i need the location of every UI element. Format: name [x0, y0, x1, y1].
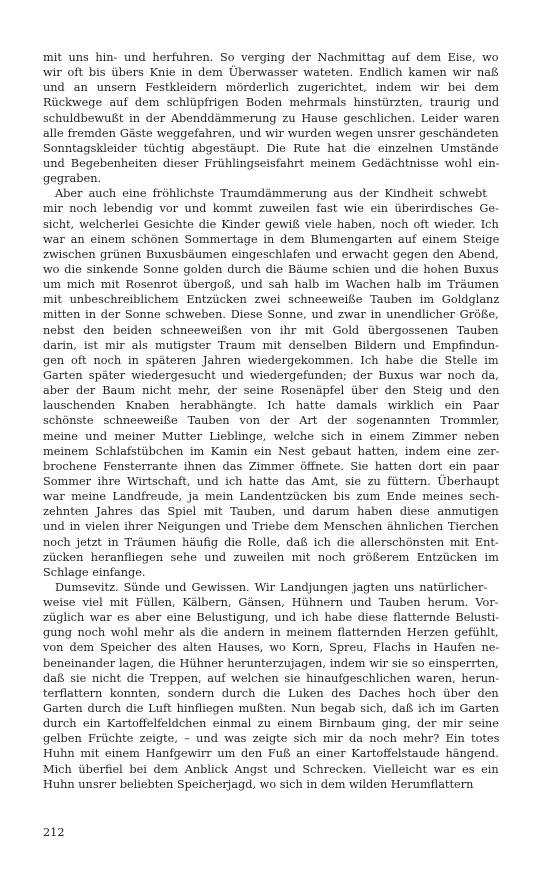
text-line: mitten in der Sonne schweben. Diese Sonne, und zwar in unendlicher Größe, — [43, 308, 499, 322]
text-line: darin, ist mir als mutigster Traum mit denselben Bildern und Empfindun- — [43, 338, 499, 352]
text-line: terflattern konnten, sondern durch die Luken des Daches hoch über den — [43, 686, 499, 700]
text-line: mir noch lebendig vor und kommt zuweilen fast wie ein überirdisches Ge- — [43, 202, 499, 216]
text-line: und in vielen ihrer Neigungen und Triebe dem Menschen ähnlichen Tierchen — [43, 520, 499, 534]
paragraph — [43, 186, 499, 580]
text-line: zücken heranfliegen sehe und zuweilen mit noch größerem Entzücken im — [43, 550, 499, 564]
page-body — [43, 50, 499, 792]
text-line: mit uns hin- und herfuhren. So verging der Nachmittag auf dem Eise, wo — [43, 51, 499, 64]
text-line: gung noch wohl mehr als die andern in meinem flatternden Herzen gefühlt, — [43, 626, 499, 640]
text-line: sicht, welcherlei Gesichte die Kinder gewiß viele haben, noch oft wieder. Ich — [43, 217, 499, 231]
text-line: Schlage einfange. — [43, 565, 146, 579]
text-line: Aber auch eine fröhlichste Traumdämmerung aus der Kindheit schwebt — [55, 187, 487, 201]
text-line: Sonntagskleider tüchtig abgestäupt. Die Rute hat die einzelnen Umstände — [43, 141, 499, 155]
text-line: schönste schneeweiße Tauben von der Art der sogenannten Trommler, — [43, 414, 500, 428]
text-line: Huhn mit einem Hanfgewirr um den Fuß an einer Kartoffelstaude hängend. — [43, 747, 499, 761]
text-line: durch ein Kartoffelfeldchen einmal zu einem Birnbaum ging, der mir seine — [43, 717, 499, 731]
text-line: alle fremden Gäste weggefahren, und wir wurden wegen unsrer geschändeten — [43, 126, 499, 140]
text-line: um mich mit Rosenrot übergoß, und sah halb im Wachen halb im Träumen — [43, 278, 499, 292]
text-line: von dem Speicher des alten Hauses, wo Korn, Spreu, Flachs in Haufen ne- — [43, 641, 500, 655]
text-line: Dumsevitz. Sünde und Gewissen. Wir Landjungen jagten uns natürlicher- — [55, 580, 488, 594]
text-line: schuldbewußt in der Abenddämmerung zu Hause geschlichen. Leider waren — [43, 111, 500, 125]
text-line: gelben Früchte zeigte, – und was zeigte sich mir da noch mehr? Ein totes — [43, 732, 500, 746]
text-line: Huhn unsrer beliebten Speicherjagd, wo sich in dem wilden Herumflattern — [43, 777, 474, 791]
text-line: zwischen grünen Buxusbäumen eingeschlafen und erwacht gegen den Abend, — [43, 247, 499, 261]
text-line: nebst den beiden schneeweißen von ihr mit Gold übergossenen Tauben — [43, 323, 499, 337]
text-line: lauschenden Knaben herabhängte. Ich hatte damals wirklich ein Paar — [43, 399, 499, 413]
text-line: noch jetzt in Träumen häufig die Rolle, daß ich die allerschönsten mit Ent- — [43, 535, 499, 549]
text-line: aber der Baum nicht mehr, der seine Rosenäpfel über den Steig und den — [43, 384, 500, 398]
text-line: meine und meiner Mutter Lieblinge, welche sich in einem Zimmer neben — [43, 429, 500, 443]
text-line: brochene Fensterrante ihnen das Zimmer öffnete. Sie hatten dort ein paar — [43, 459, 500, 473]
text-line: daß sie nicht die Treppen, auf welchen sie hinaufgeschlichen waren, herun- — [43, 671, 500, 685]
text-line: Garten später wiedergesucht und wiedergefunden; der Buxus war noch da, — [43, 368, 499, 382]
paragraph — [43, 580, 499, 792]
text-line: Sommer ihre Wirtschaft, und ich hatte das Amt, sie zu füttern. Überhaupt — [43, 474, 500, 488]
text-line: weise viel mit Füllen, Kälbern, Gänsen, Hühnern und Tauben herum. Vor- — [43, 596, 499, 610]
text-line: meinem Schlafstübchen im Kamin ein Nest gebaut hatten, indem eine zer- — [43, 444, 500, 458]
text-line: gen oft noch in späteren Jahren wiedergekommen. Ich habe die Stelle im — [43, 353, 499, 367]
text-line: Rückwege auf dem schlüpfrigen Boden mehrmals hinstürzten, traurig und — [43, 96, 500, 110]
text-line: war an einem schönen Sommertage in dem Blumengarten auf einem Steige — [43, 232, 500, 246]
text-line: gegraben. — [43, 172, 102, 186]
text-line: war meine Landfreude, ja mein Landentzücken bis zum Ende meines sech- — [43, 490, 500, 504]
text-line: und Begebenheiten dieser Frühlingseisfahrt meinem Gedächtnisse wohl ein- — [43, 156, 500, 170]
text-line: wo die sinkende Sonne golden durch die Bäume schien und die hohen Buxus — [43, 262, 499, 276]
text-line: beneinander lagen, die Hühner herunterzujagen, indem wir sie so einsperrten, — [43, 656, 499, 670]
text-line: mit unbeschreiblichem Entzücken zwei schneeweiße Tauben im Goldglanz — [43, 293, 500, 307]
text-line: züglich war es aber eine Belustigung, und ich habe diese flatternde Belusti- — [43, 611, 500, 625]
text-line: wir oft bis übers Knie in dem Überwasser wateten. Endlich kamen wir naß — [43, 66, 499, 80]
text-line: zehnten Jahres das Spiel mit Tauben, und darum haben diese anmutigen — [43, 505, 499, 519]
paragraph — [43, 50, 499, 186]
text-line: Garten durch die Luft hinfliegen mußten. Nun begab sich, daß ich im Garten — [43, 702, 499, 716]
page-number: 212 — [43, 826, 65, 839]
text-line: Mich überfiel bei dem Anblick Angst und Schrecken. Vielleicht war es ein — [43, 762, 499, 776]
text-line: und an unsern Festkleidern mörderlich zugerichtet, indem wir bei dem — [43, 81, 499, 95]
